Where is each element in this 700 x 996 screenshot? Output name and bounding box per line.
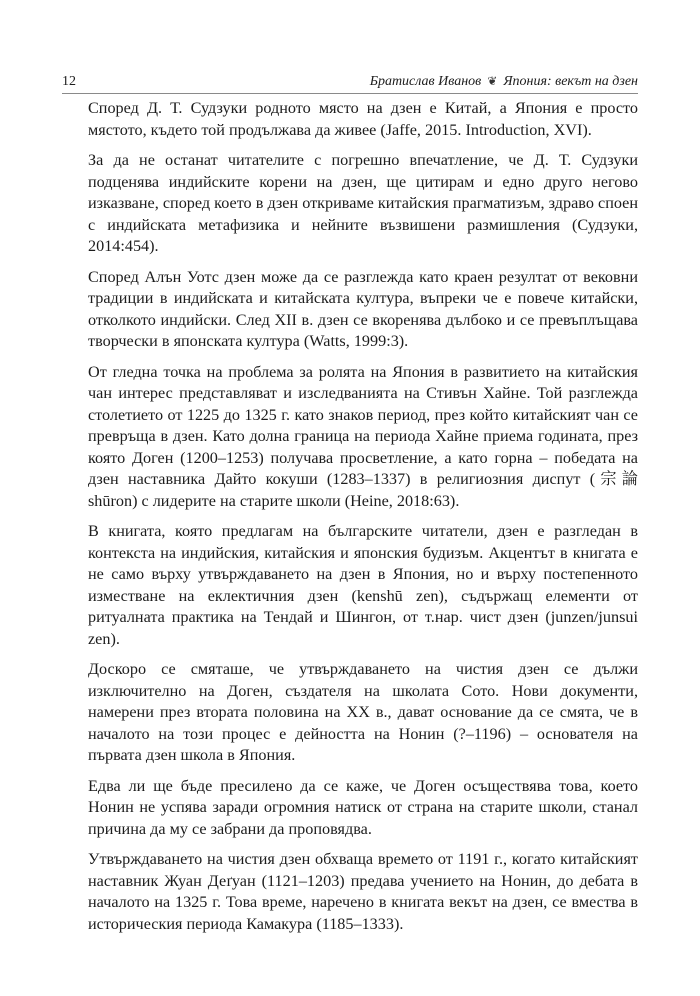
paragraph-8: Утвърждаването на чистия дзен обхваща времето от 1191 г., когато китайският наставник Жуан Деґуан (1121–1203) предава учението на Нонин, до дебата в началото на 1325 г. Това време, наречено в книгата векът на дзен, се вмества в историческия периода Камакура (1185–1333).	[88, 850, 638, 933]
header-title-group	[370, 74, 638, 90]
paragraph-7: Едва ли ще бъде пресилено да се каже, че Доген осъществява това, което Нонин не успява заради огромния натиск от страна на старите школи, станал причина да му се забрани да проповядва.	[88, 776, 638, 838]
paragraph-3: Според Алън Уотс дзен може да се разглежда като краен резултат от вековни традиции в индийската и китайската култура, въпреки че е повече китайски, отколкото индийски. След XII в. дзен се вкоренява дълбоко и се превъплъщава творчески в японската култура (Watts, 1999:3).	[88, 267, 638, 350]
leaf-ornament-icon: ❦	[487, 74, 498, 88]
body-text	[88, 98, 638, 944]
paragraph-6: Доскоро се смяташе, че утвърждаването на чистия дзен се дължи изключително на Доген, създателя на школата Сото. Нови документи, намерени през втората половина на XX в., дават основание да се смята, че в началото на този процес е дейността на Нонин (?–1196) – основателя на първата дзен школа в Япония.	[88, 660, 638, 764]
header-book-title: Япония: векът на дзен	[503, 74, 638, 89]
page-number: 12	[62, 74, 76, 89]
header-author: Братислав Иванов	[369, 74, 482, 89]
paragraph-4: От гледна точка на проблема за ролята на Япония в развитието на китайския чан интерес представляват и изследванията на Стивън Хайне. Той разглежда столетието от 1225 до 1325 г. като знаков период, през който китайският чан се превръща в дзен. Като долна граница на периода Хайне приема годината, през която Доген (1200–1253) получава просветление, а като горна – победата на дзен наставника Дайто кокуши (1283–1337) в религиозния диспут (宗論 shūron) с лидерите на старите школи (Heine, 2018:63).	[88, 362, 638, 510]
paragraph-1: Според Д. Т. Судзуки родното място на дзен е Китай, а Япония е просто мястото, където той продължава да живее (Jaffe, 2015. Introduction, XVI).	[88, 99, 638, 139]
running-header	[62, 68, 638, 94]
paragraph-2: За да не останат читателите с погрешно впечатление, че Д. Т. Судзуки подценява индийските корени на дзен, ще цитирам и едно друго негово изказване, според което в дзен откриваме китайския прагматизъм, здраво споен с индийската метафизика и нейните възвишени размишления (Судзуки, 2014:454).	[88, 151, 638, 255]
paragraph-5: В книгата, която предлагам на българските читатели, дзен е разгледан в контекста на индийския, китайския и японския будизъм. Акцентът в книгата е не само върху утвърждаването на дзен в Япония, но и върху постепенното изместване на еклектичния дзен (kenshū zen), съдържащ елементи от ритуалната практика на Тендай и Шингон, от т.нар. чист дзен (junzen/junsui zen).	[88, 522, 638, 648]
